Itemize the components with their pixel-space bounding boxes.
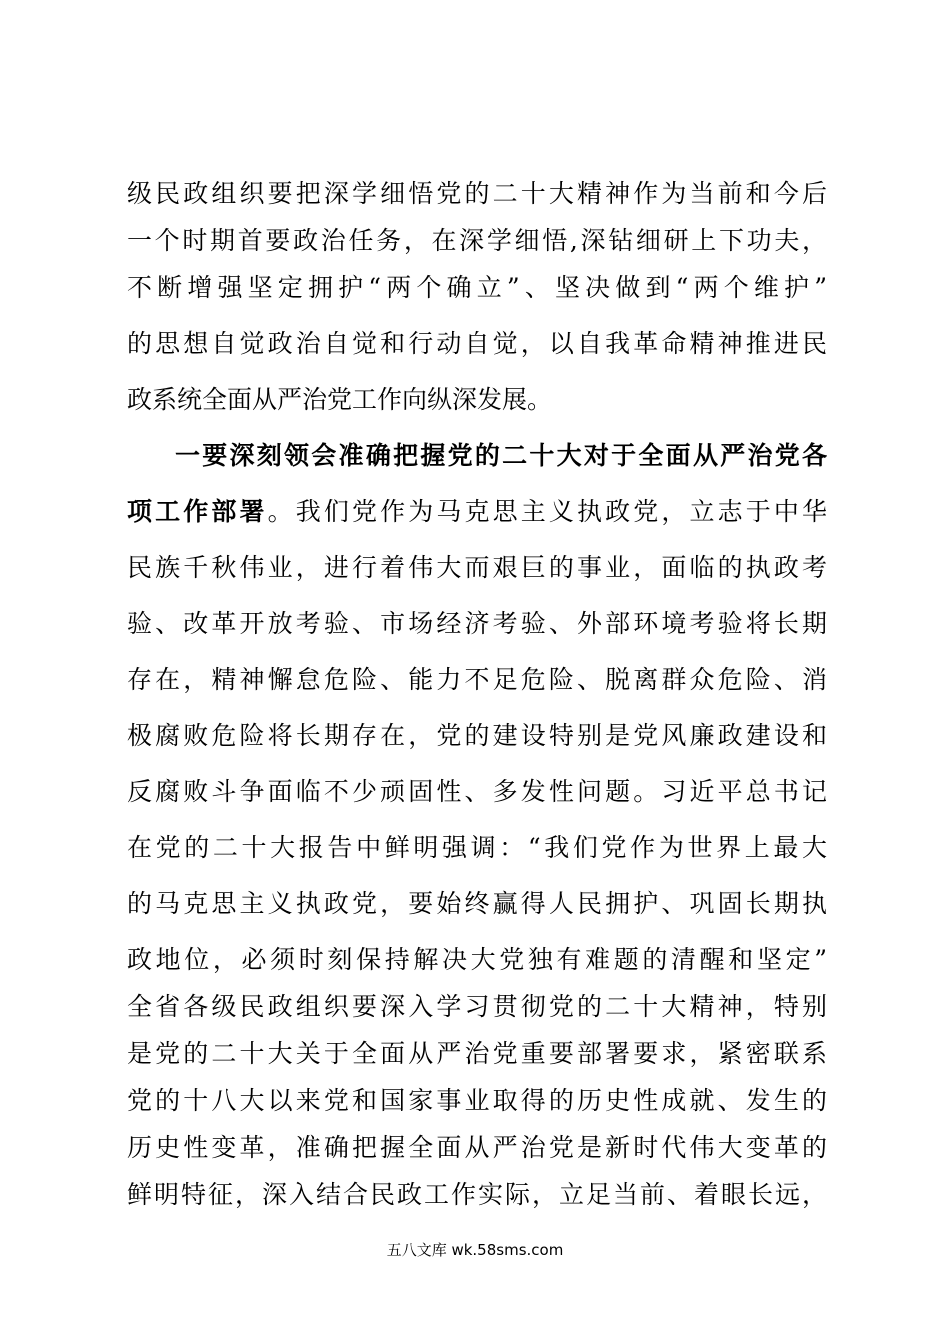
section-heading-tail: 项工作部署: [127, 497, 268, 526]
body-text-line: 鲜明特征，深入结合民政工作实际，立足当前、着眼长远，: [127, 1180, 827, 1209]
body-text-line: 历史性变革，准确把握全面从严治党是新时代伟大变革的: [127, 1133, 827, 1162]
body-text-line: 政系统全面从严治党工作向纵深发展。: [127, 385, 553, 414]
body-text-line: 极腐败危险将长期存在，党的建设特别是党风廉政建设和: [127, 721, 827, 750]
body-text-line: 验、改革开放考验、市场经济考验、外部环境考验将长期: [127, 609, 827, 638]
body-text-run: 。我们党作为马克思主义执政党，立志于中华: [267, 497, 827, 526]
body-text-line: 是党的二十大关于全面从严治党重要部署要求，紧密联系: [127, 1039, 827, 1068]
page-footer: 五八文库 wk.58sms.com: [386, 1241, 564, 1259]
body-text-line: [127, 492, 827, 532]
section-heading-line: 一要深刻领会准确把握党的二十大对于全面从严治党各: [175, 441, 827, 470]
body-text-line: 存在，精神懈怠危险、能力不足危险、脱离群众危险、消: [127, 665, 827, 694]
body-text-line: 民族千秋伟业，进行着伟大而艰巨的事业，面临的执政考: [127, 553, 827, 582]
body-text-line: 的思想自觉政治自觉和行动自觉，以自我革命精神推进民: [127, 329, 827, 358]
body-text-line: 在党的二十大报告中鲜明强调：“我们党作为世界上最大: [127, 833, 827, 862]
body-text-line: 全省各级民政组织要深入学习贯彻党的二十大精神，特别: [127, 992, 827, 1021]
body-text-line: 政地位，必须时刻保持解决大党独有难题的清醒和坚定”: [127, 945, 827, 974]
body-text-line: 级民政组织要把深学细悟党的二十大精神作为当前和今后: [127, 179, 827, 208]
body-text-line: 不断增强坚定拥护“两个确立”、坚决做到“两个维护”: [127, 273, 827, 302]
body-text-line: 一个时期首要政治任务，在深学细悟,深钻细研上下功夫，: [127, 226, 827, 255]
body-text-line: 反腐败斗争面临不少顽固性、多发性问题。习近平总书记: [127, 777, 827, 806]
body-text-line: 党的十八大以来党和国家事业取得的历史性成就、发生的: [127, 1086, 827, 1115]
body-text-line: 的马克思主义执政党，要始终赢得人民拥护、巩固长期执: [127, 889, 827, 918]
